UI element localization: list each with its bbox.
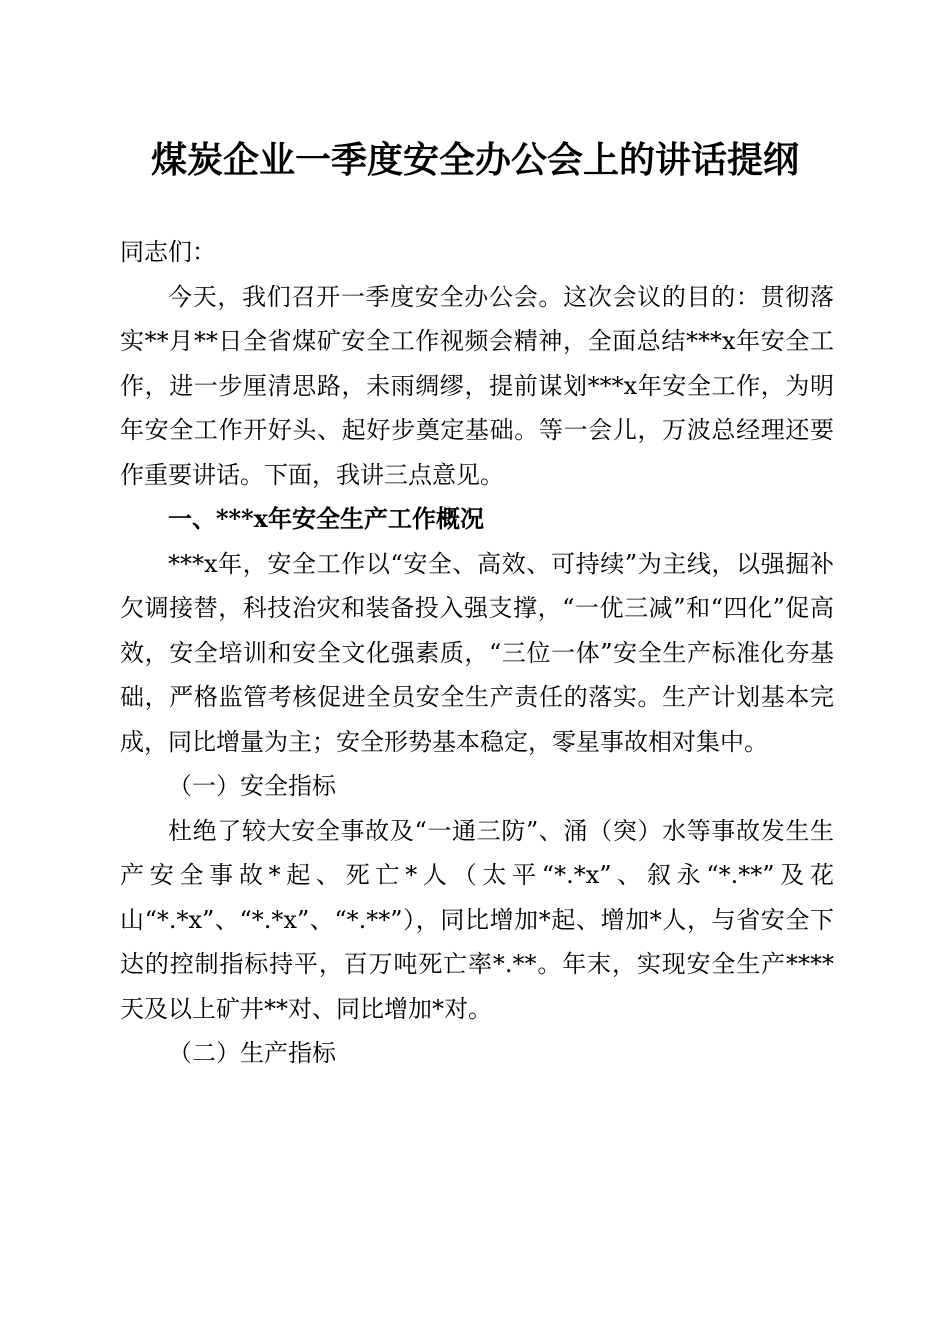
document-body bbox=[120, 230, 834, 1076]
document-title: 煤炭企业一季度安全办公会上的讲话提纲 bbox=[150, 139, 799, 181]
paragraph-overview: ***x年，安全工作以“安全、高效、可持续”为主线，以强掘补欠调接替，科技治灾和装备投入强支撑，“一优三减”和“四化”促高效，安全培训和安全文化强素质，“三位一体”安全生产标准化夯基础，严格监管考核促进全员安全生产责任的落实。生产计划基本完成，同比增量为主；安全形势基本稳定，零星事故相对集中。 bbox=[120, 549, 834, 756]
subsection-heading-production: （二）生产指标 bbox=[168, 1039, 336, 1067]
subsection-heading-safety: （一）安全指标 bbox=[168, 772, 336, 800]
paragraph-intro: 今天，我们召开一季度安全办公会。这次会议的目的：贯彻落实**月**日全省煤矿安全工作视频会精神，全面总结***x年安全工作，进一步厘清思路，未雨绸缪，提前谋划***x年安全工作，为明年安全工作开好头、起好步奠定基础。等一会儿，万波总经理还要作重要讲话。下面，我讲三点意见。 bbox=[120, 282, 834, 489]
section-heading-1: 一、***x年安全生产工作概况 bbox=[168, 504, 484, 533]
paragraph-safety: 杜绝了较大安全事故及“一通三防”、涌（突）水等事故发生生产安全事故*起、死亡*人（太平“*.*x”、叙永“*.**”及花山“*.*x”、“*.*x”、“*.**”），同比增加*起、增加*人，与省安全下达的控制指标持平，百万吨死亡率*.**。年末，实现安全生产****天及以上矿井**对、同比增加*对。 bbox=[120, 816, 834, 1023]
salutation: 同志们： bbox=[120, 238, 216, 266]
